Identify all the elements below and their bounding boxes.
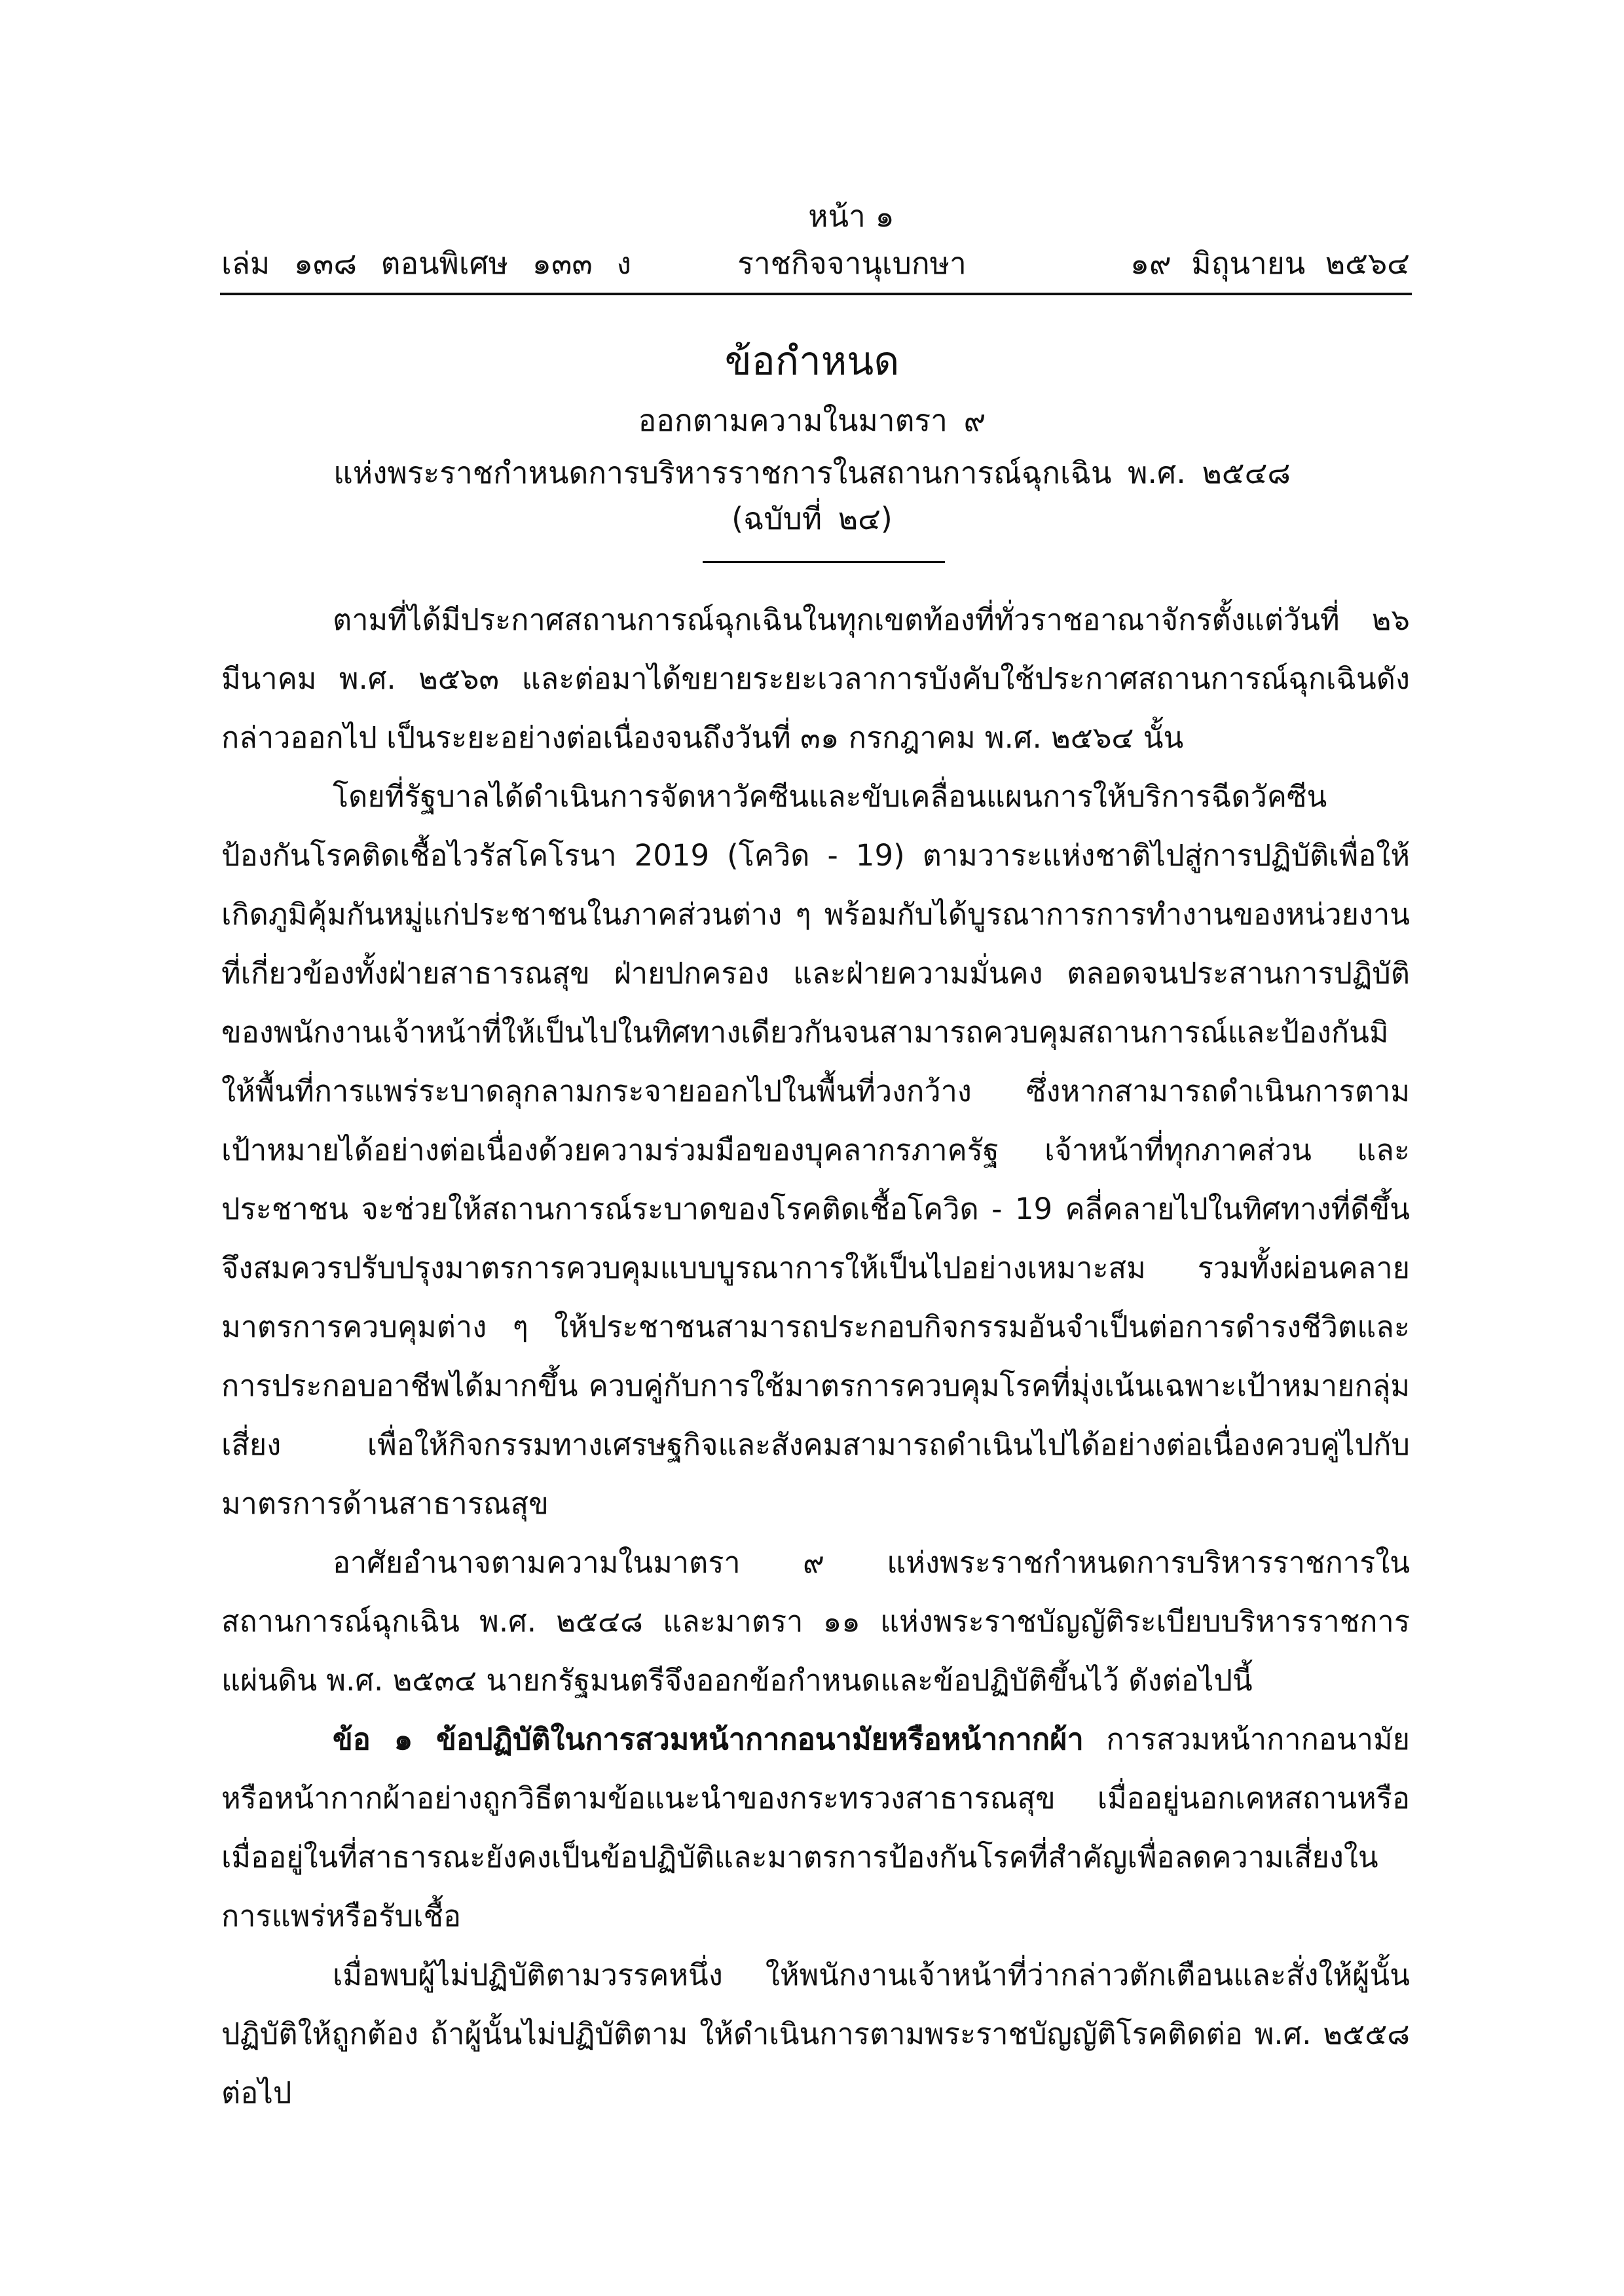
document-subtitle-line2: แห่งพระราชกำหนดการบริหารราชการในสถานการณ์ฉุกเฉิน พ.ศ. ๒๕๔๘ bbox=[333, 455, 1291, 490]
paragraph-preamble: ตามที่ได้มีประกาศสถานการณ์ฉุกเฉินในทุกเขตท้องที่ทั่วราชอาณาจักรตั้งแต่วันที่ ๒๖ มีนาคม พ.ศ. ๒๕๖๓ และต่อมาได้ขยายระยะเวลาการบังคับใช้ประกาศสถานการณ์ฉุกเฉินดังกล่าวออกไป เป็นระยะอย่างต่อเนื่องจนถึงวันที่ ๓๑ กรกฎาคม พ.ศ. ๒๕๖๔ นั้น bbox=[221, 602, 1410, 755]
volume-issue: เล่ม ๑๓๘ ตอนพิเศษ ๑๓๓ ง bbox=[221, 246, 631, 281]
publication-name: ราชกิจจานุเบกษา bbox=[737, 246, 967, 281]
gazette-header bbox=[221, 244, 1410, 283]
clause-1-text: การสวมหน้ากากอนามัยหรือหน้ากากผ้าอย่างถูกวิธีตามข้อแนะนำของกระทรวงสาธารณสุข เมื่ออยู่นอกเคหสถานหรือเมื่ออยู่ในที่สาธารณะยังคงเป็นข้อปฏิบัติและมาตรการป้องกันโรคที่สำคัญเพื่อลดความเสี่ยงในการแพร่หรือรับเชื้อ bbox=[221, 1722, 1410, 1933]
paragraph-rationale: โดยที่รัฐบาลได้ดำเนินการจัดหาวัคซีนและขับเคลื่อนแผนการให้บริการฉีดวัคซีนป้องกันโรคติดเชื้อไวรัสโคโรนา 2019 (โควิด - 19) ตามวาระแห่งชาติไปสู่การปฏิบัติเพื่อให้เกิดภูมิคุ้มกันหมู่แก่ประชาชนในภาคส่วนต่าง ๆ พร้อมกับได้บูรณาการการทำงานของหน่วยงานที่เกี่ยวข้องทั้งฝ่ายสาธารณสุข ฝ่ายปกครอง และฝ่ายความมั่นคง ตลอดจนประสานการปฏิบัติของพนักงานเจ้าหน้าที่ให้เป็นไปในทิศทางเดียวกันจนสามารถควบคุมสถานการณ์และป้องกันมิให้พื้นที่การแพร่ระบาดลุกลามกระจายออกไปในพื้นที่วงกว้าง ซึ่งหากสามารถดำเนินการตามเป้าหมายได้อย่างต่อเนื่องด้วยความร่วมมือของบุคลากรภาครัฐ เจ้าหน้าที่ทุกภาคส่วน และประชาชน จะช่วยให้สถานการณ์ระบาดของโรคติดเชื้อโควิด - 19 คลี่คลายไปในทิศทางที่ดีขึ้น จึงสมควรปรับปรุงมาตรการควบคุมแบบบูรณาการให้เป็นไปอย่างเหมาะสม รวมทั้งผ่อนคลายมาตรการควบคุมต่าง ๆ ให้ประชาชนสามารถประกอบกิจกรรมอันจำเป็นต่อการดำรงชีวิตและการประกอบอาชีพได้มากขึ้น ควบคู่กับการใช้มาตรการควบคุมโรคที่มุ่งเน้นเฉพาะเป้าหมายกลุ่มเสี่ยง เพื่อให้กิจกรรมทางเศรษฐกิจและสังคมสามารถดำเนินไปได้อย่างต่อเนื่องควบคู่ไปกับมาตรการด้านสาธารณสุข bbox=[221, 779, 1410, 1521]
document-subtitle-line3: (ฉบับที่ ๒๔) bbox=[731, 501, 893, 536]
document-title: ข้อกำหนด bbox=[724, 338, 900, 384]
header-divider bbox=[220, 293, 1412, 295]
document-body bbox=[221, 591, 1410, 2123]
paragraph-enforcement: เมื่อพบผู้ไม่ปฏิบัติตามวรรคหนึ่ง ให้พนักงานเจ้าหน้าที่ว่ากล่าวตักเตือนและสั่งให้ผู้นั้นปฏิบัติให้ถูกต้อง ถ้าผู้นั้นไม่ปฏิบัติตาม ให้ดำเนินการตามพระราชบัญญัติโรคติดต่อ พ.ศ. ๒๕๕๘ ต่อไป bbox=[221, 1958, 1410, 2110]
paragraph-authority: อาศัยอำนาจตามความในมาตรา ๙ แห่งพระราชกำหนดการบริหารราชการในสถานการณ์ฉุกเฉิน พ.ศ. ๒๕๔๘ และมาตรา ๑๑ แห่งพระราชบัญญัติระเบียบบริหารราชการแผ่นดิน พ.ศ. ๒๕๓๔ นายกรัฐมนตรีจึงออกข้อกำหนดและข้อปฏิบัติขึ้นไว้ ดังต่อไปนี้ bbox=[221, 1545, 1410, 1698]
clause-1 bbox=[221, 1710, 1410, 1946]
document-subtitle-line1: ออกตามความในมาตรา ๙ bbox=[638, 403, 986, 438]
publication-date: ๑๙ มิถุนายน ๒๕๖๔ bbox=[1130, 246, 1410, 281]
clause-1-heading: ข้อ ๑ ข้อปฏิบัติในการสวมหน้ากากอนามัยหรือหน้ากากผ้า bbox=[333, 1722, 1084, 1757]
page-number: หน้า ๑ bbox=[808, 198, 895, 234]
title-divider bbox=[703, 561, 945, 563]
